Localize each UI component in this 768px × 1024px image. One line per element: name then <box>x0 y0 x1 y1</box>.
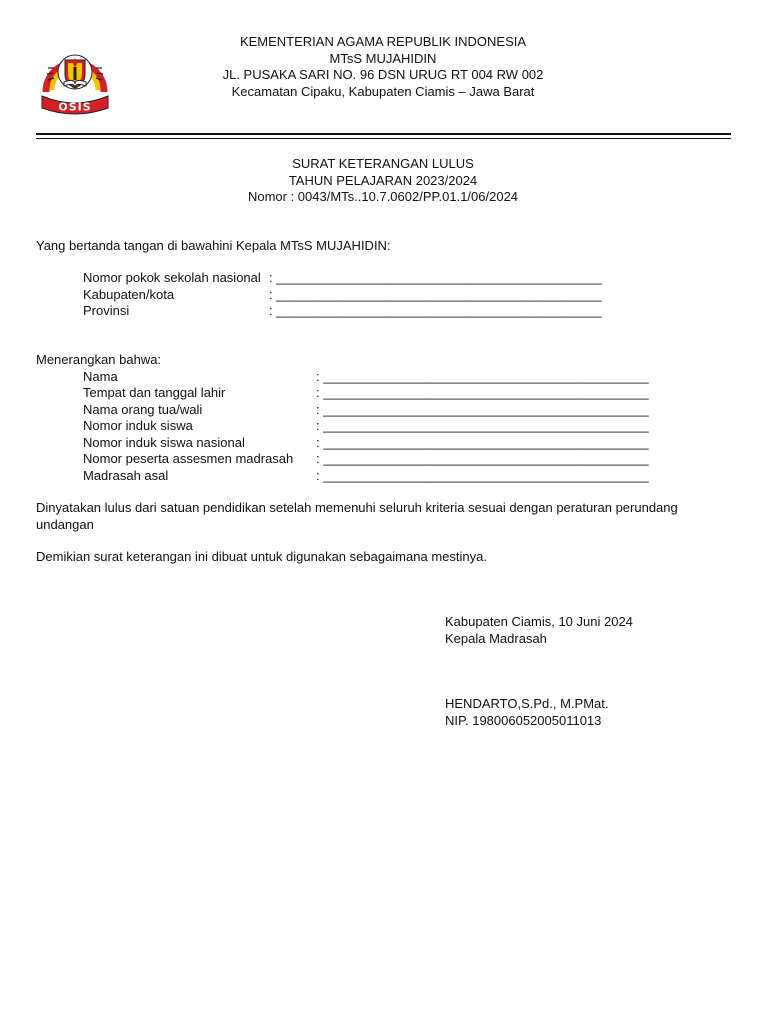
school-field-label: Provinsi <box>83 303 130 318</box>
school-field-label: Nomor pokok sekolah nasional <box>83 270 261 285</box>
student-field-label: Nomor induk siswa nasional <box>83 434 245 450</box>
student-field-label: Madrasah asal <box>83 467 169 483</box>
letter-number: Nomor : 0043/MTs..10.7.0602/PP.01.1/06/2024 <box>247 189 519 204</box>
letter-title <box>190 156 576 206</box>
signer-name: HENDARTO,S.Pd., M.PMat. <box>445 696 609 711</box>
declares-text: Menerangkan bahwa: <box>36 352 162 367</box>
letterhead <box>190 34 576 100</box>
student-field-blank: : _____________________________________________ <box>316 401 649 417</box>
school-name: MTsS MUJAHIDIN <box>329 50 437 66</box>
student-field-blank: : _____________________________________________ <box>316 385 649 400</box>
school-logo <box>38 34 112 118</box>
ministry-name: KEMENTERIAN AGAMA REPUBLIK INDONESIA <box>239 34 527 49</box>
osis-emblem-icon <box>38 34 112 118</box>
student-field-label: Tempat dan tanggal lahir <box>83 385 226 400</box>
student-field-label: Nama orang tua/wali <box>83 401 203 417</box>
school-field-blank: : _____________________________________________ <box>269 303 602 318</box>
school-district: Kecamatan Cipaku, Kabupaten Ciamis – Jawa Barat <box>231 83 535 99</box>
osis-logo-text: OSIS <box>58 100 92 114</box>
school-address: JL. PUSAKA SARI NO. 96 DSN URUG RT 004 RW 002 <box>222 67 544 82</box>
student-field-label: Nomor peserta assesmen madrasah <box>83 451 294 466</box>
graduation-statement: Dinyatakan lulus dari satuan pendidikan setelah memenuhi seluruh kriteria sesuai dengan peraturan perundang undangan <box>36 500 678 532</box>
signature-position: Kepala Madrasah <box>445 630 547 646</box>
school-field-label: Kabupaten/kota <box>83 286 175 302</box>
student-field-blank: : _____________________________________________ <box>316 418 649 433</box>
signer-nip: NIP. 198006052005011013 <box>445 712 602 728</box>
academic-year: TAHUN PELAJARAN 2023/2024 <box>288 172 478 188</box>
school-field-blank: : _____________________________________________ <box>269 286 602 302</box>
header-divider-thick <box>36 133 731 135</box>
signature-place-date: Kabupaten Ciamis, 10 Juni 2024 <box>445 614 633 629</box>
student-field-label: Nomor induk siswa <box>83 418 193 433</box>
student-field-blank: : _____________________________________________ <box>316 368 649 384</box>
letter-title-main: SURAT KETERANGAN LULUS <box>292 156 474 171</box>
student-field-blank: : _____________________________________________ <box>316 434 649 450</box>
header-divider-thin <box>36 138 731 139</box>
student-field-blank: : _____________________________________________ <box>316 451 649 466</box>
student-field-label: Nama <box>83 368 118 384</box>
intro-text: Yang bertanda tangan di bawahini Kepala MTsS MUJAHIDIN: <box>36 238 391 253</box>
closing-text: Demikian surat keterangan ini dibuat untuk digunakan sebagaimana mestinya. <box>36 549 487 564</box>
school-field-blank: : _____________________________________________ <box>269 270 602 285</box>
student-field-blank: : _____________________________________________ <box>316 467 649 483</box>
